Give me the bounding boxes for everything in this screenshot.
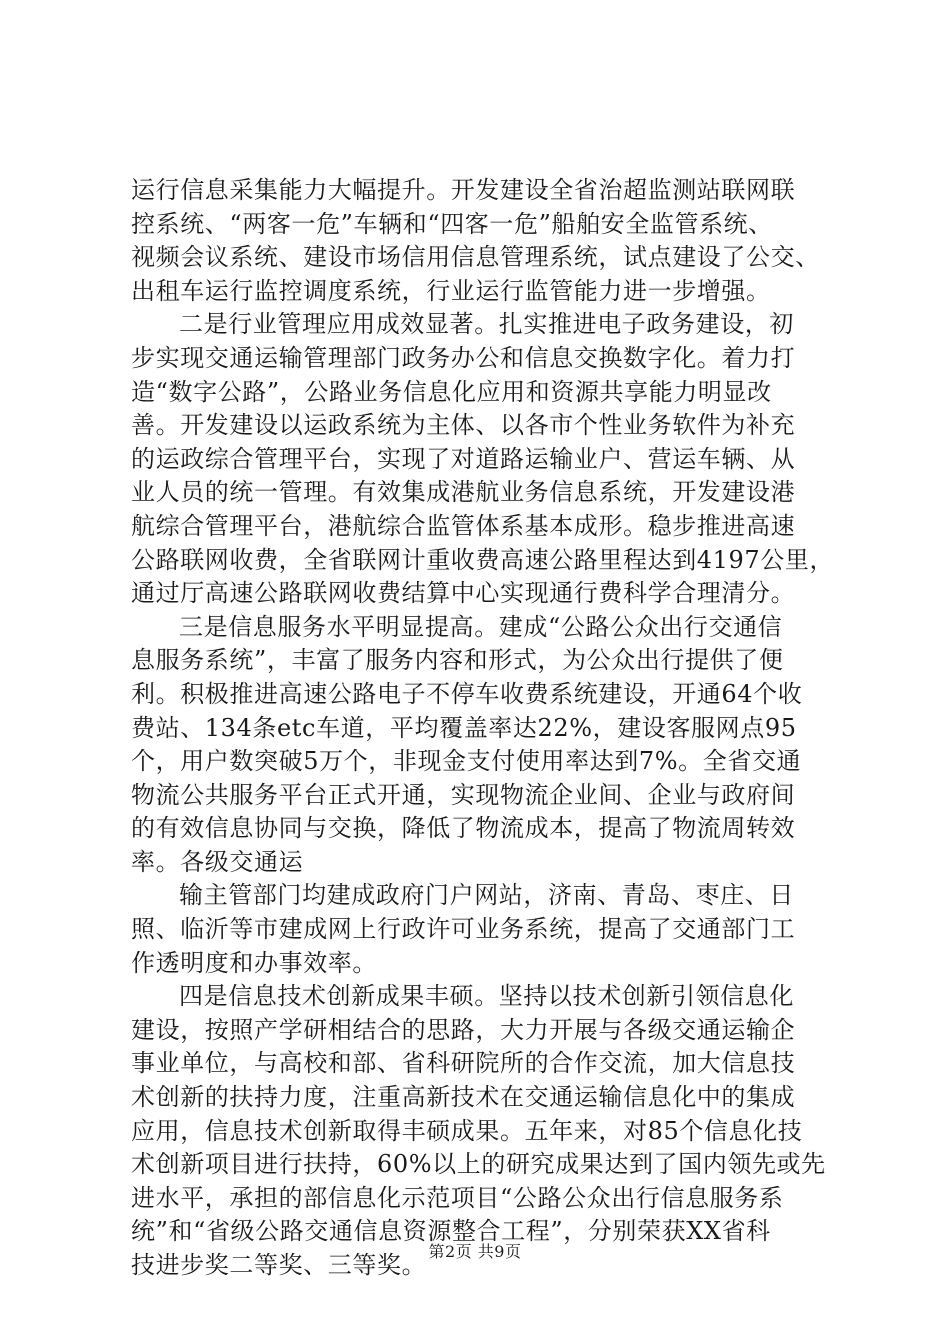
text-line: 运行信息采集能力大幅提升。开发建设全省治超监测站联网联 [131, 176, 796, 204]
document-body [131, 174, 835, 1283]
text-line: 个，用户数突破5万个，非现金支付使用率达到7%。全省交通 [131, 747, 802, 776]
text-line: 息服务系统”，丰富了服务内容和形式，为公众出行提供了便 [131, 646, 784, 675]
text-line: 事业单位，与高校和部、省科研院所的合作交流，加大信息技 [131, 1049, 796, 1078]
text-line: 造“数字公路”，公路业务信息化应用和资源共享能力明显改 [131, 377, 772, 406]
text-line: 输主管部门均建成政府门户网站，济南、青岛、枣庄、日 [179, 881, 794, 910]
text-line: 应用，信息技术创新取得丰硕成果。五年来，对85个信息化技 [131, 1116, 803, 1145]
text-line: 的运政综合管理平台，实现了对道路运输业户、营运车辆、从 [131, 444, 796, 473]
text-line: 三是信息服务水平明显提高。建成“公路公众出行交通信 [179, 612, 783, 641]
text-line: 出租车运行监控调度系统，行业运行监管能力进一步增强。 [131, 276, 771, 305]
text-line: 通过厅高速公路联网收费结算中心实现通行费科学合理清分。 [131, 579, 796, 608]
text-line: 费站、134条etc车道，平均覆盖率达22%，建设客服网点95 [131, 713, 797, 742]
text-line: 物流公共服务平台正式开通，实现物流企业间、企业与政府间 [131, 780, 796, 809]
text-line: 四是信息技术创新成果丰硕。坚持以技术创新引领信息化 [179, 982, 794, 1011]
text-line: 进水平，承担的部信息化示范项目“公路公众出行信息服务系 [131, 1183, 784, 1212]
text-line: 建设，按照产学研相结合的思路，大力开展与各级交通运输企 [131, 1015, 796, 1044]
page-footer: 第2页 共9页 [428, 1242, 522, 1261]
text-line: 公路联网收费，全省联网计重收费高速公路里程达到4197公里， [131, 545, 835, 574]
text-line: 视频会议系统、建设市场信用信息管理系统，试点建设了公交、 [131, 243, 820, 272]
text-line: 统”和“省级公路交通信息资源整合工程”，分别荣获XX省科 [131, 1217, 771, 1246]
text-line: 率。各级交通运 [131, 847, 304, 876]
text-line: 术创新的扶持力度，注重高新技术在交通运输信息化中的集成 [131, 1083, 796, 1112]
text-line: 航综合管理平台，港航综合监管体系基本成形。稳步推进高速 [131, 511, 796, 540]
text-line: 善。开发建设以运政系统为主体、以各市个性业务软件为补充 [131, 411, 796, 440]
text-line: 技进步奖二等奖、三等奖。 [131, 1251, 427, 1279]
text-line: 步实现交通运输管理部门政务办公和信息交换数字化。着力打 [131, 343, 796, 372]
text-line: 控系统、“两客一危”车辆和“四客一危”船舶安全监管系统、 [131, 209, 773, 238]
text-line: 术创新项目进行扶持，60%以上的研究成果达到了国内领先或先 [131, 1150, 826, 1179]
text-line: 二是行业管理应用成效显著。扎实推进电子政务建设，初 [179, 310, 794, 339]
text-line: 利。积极推进高速公路电子不停车收费系统建设，开通64个收 [131, 679, 803, 708]
text-line: 业人员的统一管理。有效集成港航业务信息系统，开发建设港 [131, 478, 796, 507]
text-line: 作透明度和办事效率。 [131, 948, 377, 977]
text-line: 照、临沂等市建成网上行政许可业务系统，提高了交通部门工 [131, 915, 796, 944]
text-line: 的有效信息协同与交换，降低了物流成本，提高了物流周转效 [131, 814, 796, 843]
